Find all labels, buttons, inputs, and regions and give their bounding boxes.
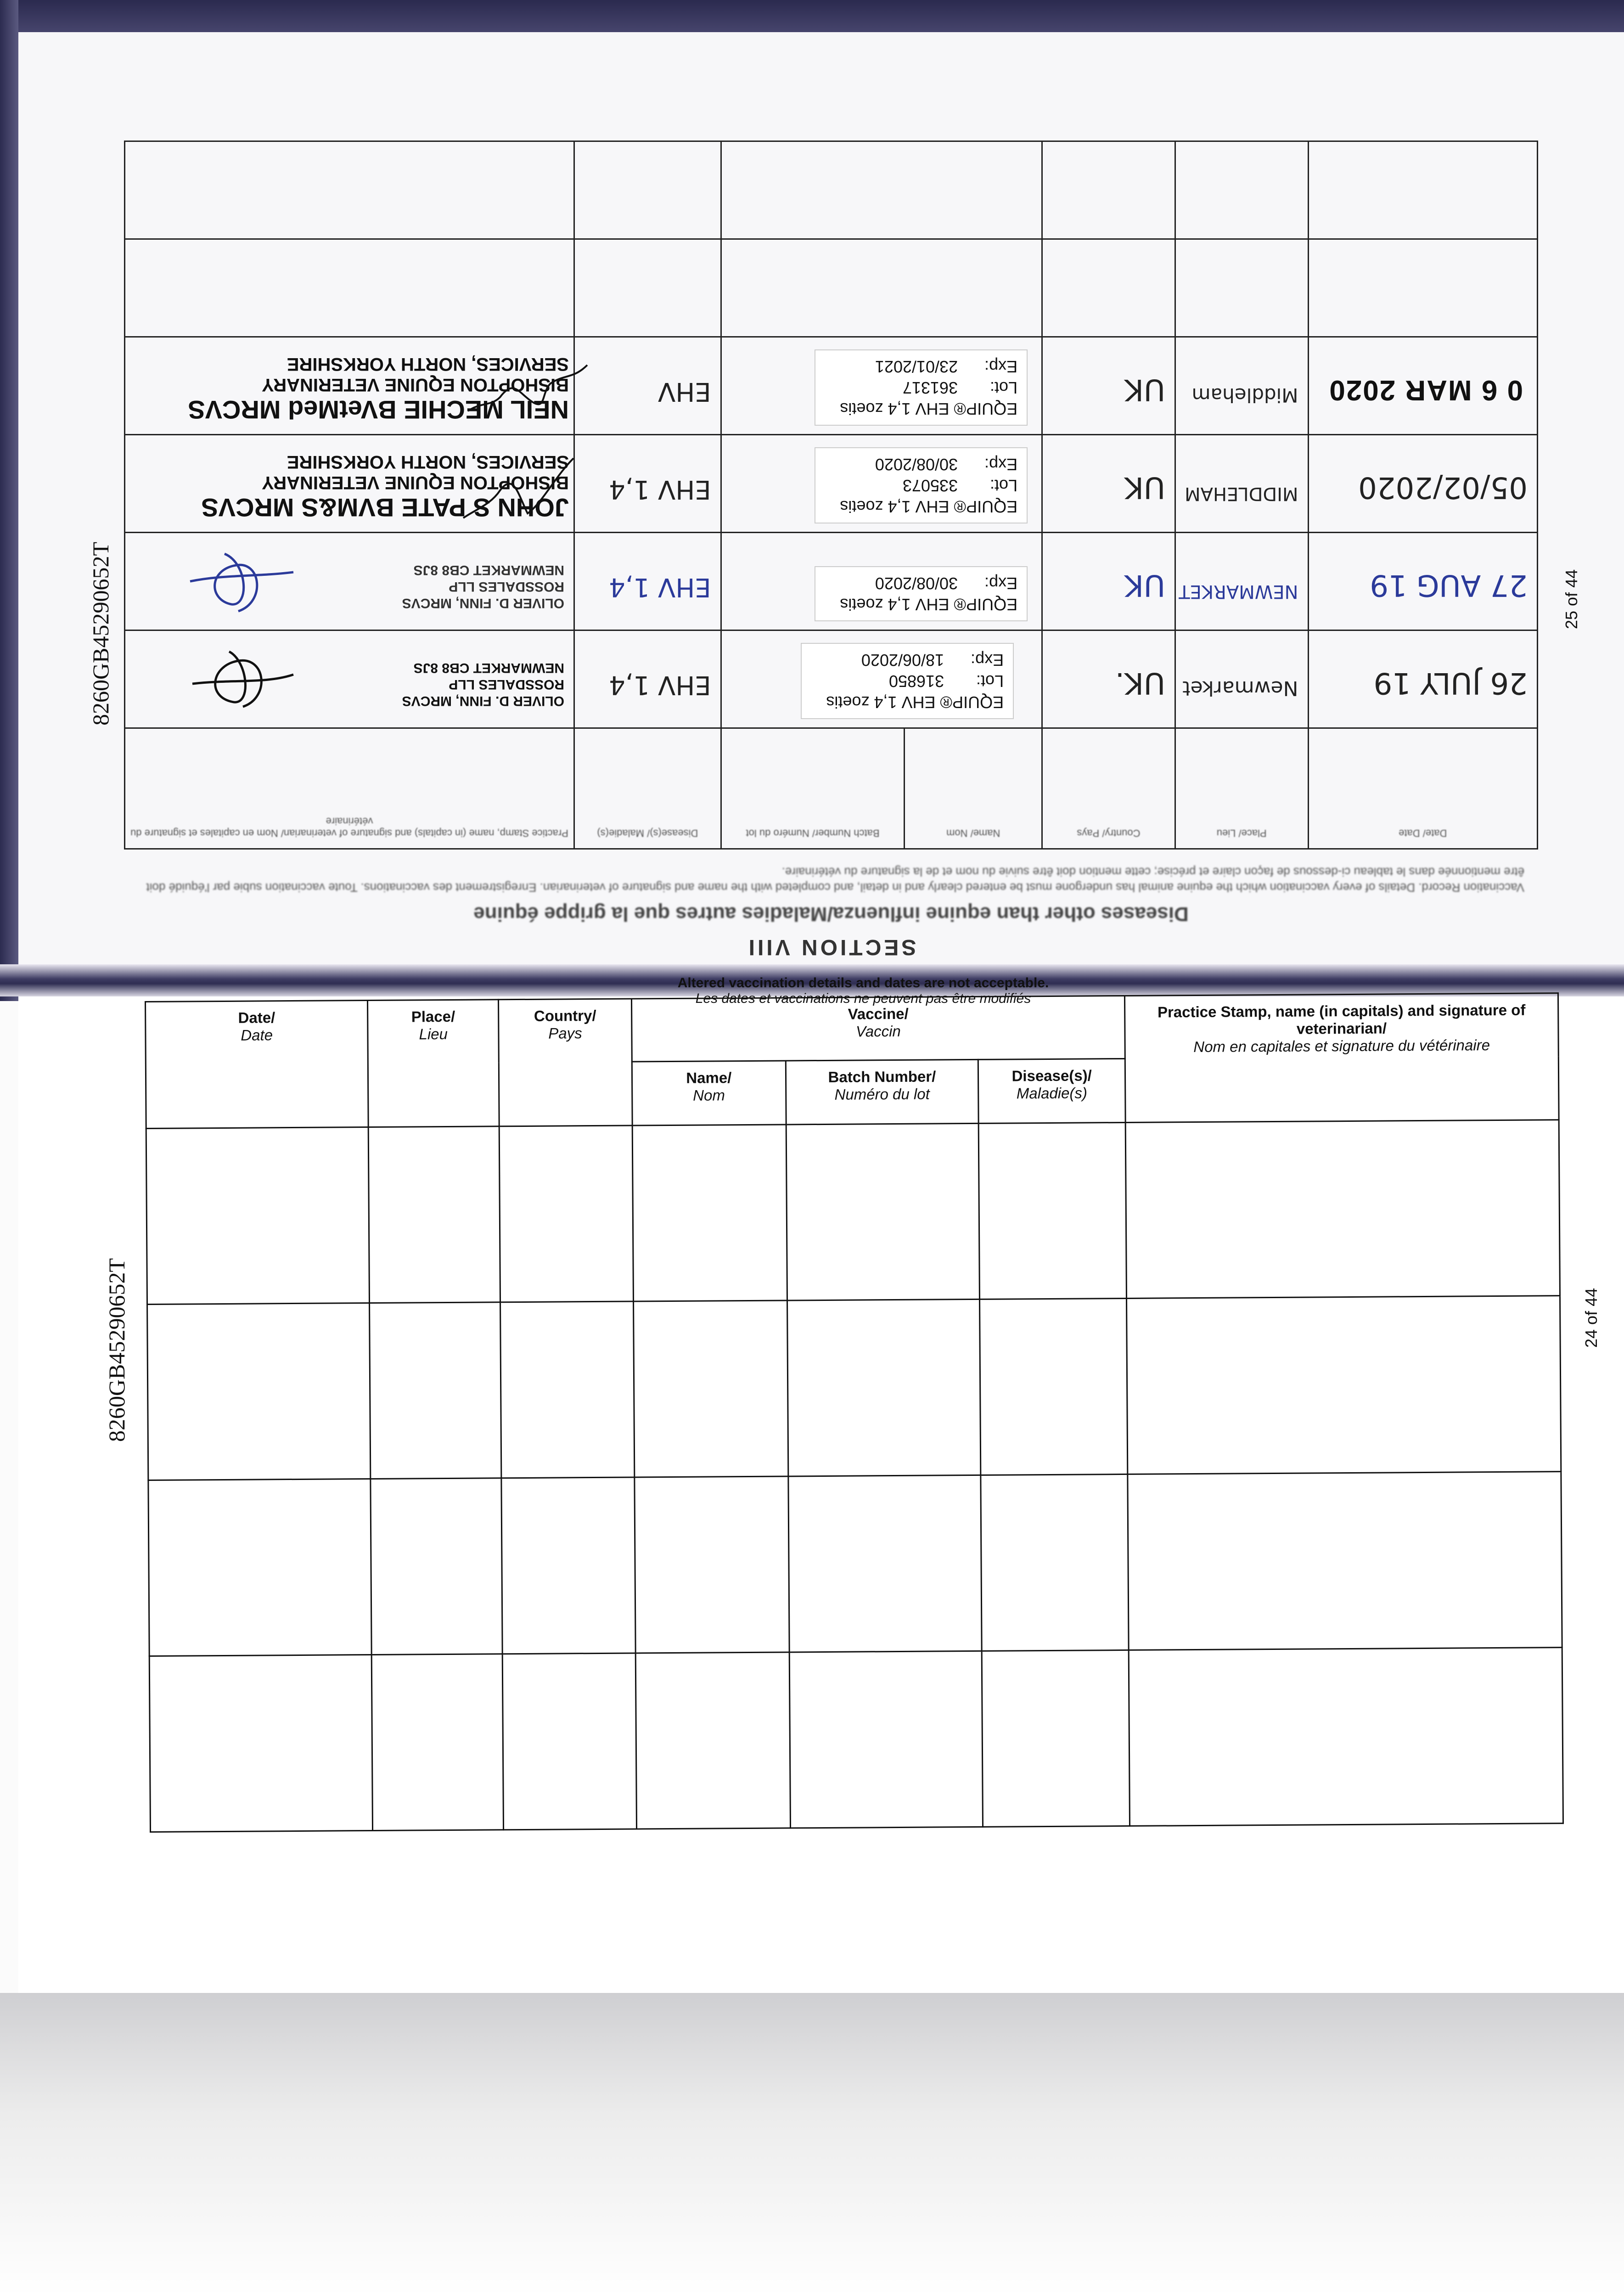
stamp-line1: BISHOPTON EQUINE VETERINARY bbox=[262, 375, 569, 395]
upper-header-practice: Practice Stamp, name (in capitals) and signature of veterinarian/ Nom en capitales et signature du vétérinaire bbox=[125, 728, 574, 849]
header-disease-fr: Maladie(s) bbox=[1016, 1084, 1088, 1102]
handwritten-country: UK bbox=[1124, 568, 1165, 602]
vaccine-sticker bbox=[815, 349, 1028, 426]
country-cell bbox=[1042, 337, 1175, 435]
country-cell bbox=[1042, 435, 1175, 533]
stamp-line1: ROSSDALES LLP bbox=[449, 579, 564, 594]
handwritten-disease: EHV bbox=[657, 377, 711, 406]
table-row bbox=[147, 1296, 1561, 1480]
header-name-en: Name/ bbox=[686, 1069, 732, 1086]
handwritten-disease: EHV 1,4 bbox=[609, 670, 711, 700]
header-name bbox=[632, 1061, 786, 1125]
vaccine-label-cell bbox=[721, 337, 1042, 435]
header-practice bbox=[1125, 993, 1559, 1123]
vaccine-name: EQUIP® EHV 1,4 zoetis bbox=[840, 400, 1018, 418]
empty-cell bbox=[1127, 1296, 1561, 1474]
empty-cell bbox=[633, 1300, 788, 1477]
empty-cell bbox=[125, 141, 574, 239]
vaccine-label-cell bbox=[721, 630, 1042, 728]
stamped-date: 0 6 MAR 2020 bbox=[1328, 374, 1523, 406]
exp-label: Exp: bbox=[971, 651, 1004, 670]
empty-cell bbox=[632, 1125, 787, 1301]
handwritten-country: UK bbox=[1124, 470, 1165, 504]
country-cell bbox=[1042, 630, 1175, 728]
empty-cell bbox=[721, 239, 1042, 337]
header-practice-en: Practice Stamp, name (in capitals) and signature of veterinarian/ bbox=[1157, 1001, 1526, 1037]
header-place-fr: Lieu bbox=[419, 1025, 448, 1043]
exp-label: Exp: bbox=[984, 357, 1018, 376]
disease-cell bbox=[574, 337, 721, 435]
empty-cell bbox=[1125, 1120, 1560, 1299]
disease-cell bbox=[574, 533, 721, 630]
empty-cell bbox=[148, 1479, 372, 1656]
table-row bbox=[149, 1648, 1563, 1832]
empty-cell bbox=[635, 1652, 790, 1829]
upper-header-country: Country/ Pays bbox=[1042, 728, 1175, 849]
vaccine-label-cell bbox=[721, 435, 1042, 533]
header-disease bbox=[978, 1058, 1126, 1123]
header-vaccine bbox=[631, 996, 1125, 1062]
empty-cell bbox=[371, 1478, 502, 1655]
empty-cell bbox=[501, 1477, 635, 1654]
handwritten-place: Newmarket bbox=[1182, 676, 1298, 700]
table-row bbox=[125, 533, 1538, 630]
handwritten-date: 26 JULY 19 bbox=[1373, 666, 1528, 700]
empty-cell bbox=[149, 1655, 373, 1832]
date-cell bbox=[1308, 630, 1537, 728]
empty-cell bbox=[981, 1474, 1129, 1651]
lower-vaccination-table bbox=[145, 992, 1564, 1833]
header-vaccine-en: Vaccine/ bbox=[848, 1005, 909, 1023]
handwritten-disease: EHV 1,4 bbox=[609, 474, 711, 504]
signature bbox=[188, 549, 298, 618]
lower-page-number: 24 of 44 bbox=[1582, 1288, 1601, 1348]
empty-cell bbox=[1175, 141, 1308, 239]
upper-header-date: Date/ Date bbox=[1308, 728, 1537, 849]
table-row bbox=[148, 1472, 1562, 1656]
stamp-line2: NEWMARKET CB8 8JS bbox=[413, 563, 564, 578]
empty-cell bbox=[1308, 141, 1537, 239]
lower-serial-number: 8260GB45290652T bbox=[104, 1258, 129, 1442]
signature bbox=[188, 647, 298, 716]
vaccine-sticker bbox=[801, 643, 1014, 719]
lot-label: Lot: bbox=[990, 378, 1018, 397]
empty-cell bbox=[500, 1301, 635, 1478]
header-date bbox=[146, 1001, 369, 1129]
exp-value: 30/08/2020 bbox=[875, 574, 958, 593]
header-place-en: Place/ bbox=[411, 1007, 455, 1025]
upper-header-batch: Batch Number/ Numéro du lot bbox=[721, 728, 905, 849]
exp-value: 18/06/2020 bbox=[861, 651, 944, 670]
empty-cell bbox=[574, 239, 721, 337]
empty-cell bbox=[372, 1654, 504, 1831]
header-batch-en: Batch Number/ bbox=[828, 1068, 936, 1086]
handwritten-date: 05/02/2020 bbox=[1358, 470, 1528, 504]
header-place bbox=[368, 1000, 499, 1127]
table-row bbox=[125, 239, 1538, 337]
signature bbox=[463, 351, 592, 420]
empty-cell bbox=[1175, 239, 1308, 337]
table-row bbox=[125, 630, 1538, 728]
empty-cell bbox=[369, 1126, 500, 1303]
place-cell bbox=[1175, 337, 1308, 435]
handwritten-place: NEWMARKET bbox=[1179, 581, 1298, 602]
section-title: SECTION VIII bbox=[746, 935, 916, 959]
empty-cell bbox=[370, 1302, 501, 1479]
empty-cell bbox=[788, 1475, 982, 1652]
scanner-edge-top bbox=[0, 0, 1624, 37]
header-date-en: Date/ bbox=[238, 1009, 275, 1026]
lot-value: 335073 bbox=[902, 476, 958, 495]
empty-cell bbox=[980, 1298, 1128, 1475]
lot-value: 361317 bbox=[902, 378, 958, 397]
lot-value: 316850 bbox=[888, 672, 944, 691]
upper-vaccination-table bbox=[124, 141, 1538, 850]
upper-page-content bbox=[124, 96, 1538, 969]
place-cell bbox=[1175, 630, 1308, 728]
signature bbox=[454, 454, 583, 523]
upper-header-name: Name/ Nom bbox=[905, 728, 1042, 849]
vaccine-name: EQUIP® EHV 1,4 zoetis bbox=[840, 595, 1018, 614]
upper-serial-number: 8260GB45290652T bbox=[88, 542, 113, 726]
table-row bbox=[125, 141, 1538, 239]
exp-label: Exp: bbox=[984, 574, 1018, 593]
place-cell bbox=[1175, 435, 1308, 533]
place-cell bbox=[1175, 533, 1308, 630]
header-country-en: Country/ bbox=[534, 1007, 596, 1024]
header-vaccine-fr: Vaccin bbox=[855, 1022, 901, 1040]
empty-cell bbox=[982, 1650, 1129, 1827]
empty-cell bbox=[1308, 239, 1537, 337]
empty-cell bbox=[1129, 1648, 1563, 1826]
empty-cell bbox=[125, 239, 574, 337]
table-row bbox=[125, 435, 1538, 533]
header-disease-en: Disease(s)/ bbox=[1011, 1067, 1092, 1085]
table-row bbox=[125, 337, 1538, 435]
header-country bbox=[499, 999, 632, 1126]
header-country-fr: Pays bbox=[548, 1024, 582, 1042]
stamp-name: JOHN S PATE BVM&S MRCVS bbox=[201, 493, 569, 522]
empty-cell bbox=[721, 141, 1042, 239]
vaccine-sticker bbox=[815, 447, 1028, 523]
handwritten-place: Middleham bbox=[1191, 384, 1298, 406]
date-cell bbox=[1308, 337, 1537, 435]
stamp-line2: NEWMARKET CB8 8JS bbox=[413, 660, 564, 675]
practice-cell bbox=[125, 337, 574, 435]
stamp-name: NEIL MECHIE BVetMed MRCVS bbox=[188, 395, 569, 424]
practice-cell bbox=[125, 630, 574, 728]
upper-header-disease: Disease(s)/ Maladie(s) bbox=[574, 728, 721, 849]
disease-cell bbox=[574, 630, 721, 728]
practice-cell bbox=[125, 435, 574, 533]
section-note: Vaccination Record. Details of every vaccination which the equine animal has undergone must be entered clearly and in detail, and completed with the name and signature of veterinarian. Enregistrement des vaccinations. Toute vaccination subie par l'équidé doit être mentionnée dans le tableau ci-dessous de façon claire et précise; cette mention doit être suivie du nom et de la signature du vétérinaire. bbox=[146, 865, 1524, 895]
table-row bbox=[146, 1120, 1560, 1305]
exp-value: 30/08/2020 bbox=[875, 455, 958, 474]
empty-cell bbox=[574, 141, 721, 239]
lot-label: Lot: bbox=[990, 476, 1018, 495]
practice-cell bbox=[125, 533, 574, 630]
handwritten-date: 27 AUG 19 bbox=[1370, 568, 1528, 602]
vaccine-sticker bbox=[815, 566, 1028, 621]
vaccine-label-cell bbox=[721, 533, 1042, 630]
empty-cell bbox=[1042, 141, 1175, 239]
exp-value: 23/01/2021 bbox=[875, 357, 958, 376]
empty-cell bbox=[786, 1123, 980, 1300]
handwritten-country: UK bbox=[1124, 372, 1165, 406]
header-date-fr: Date bbox=[241, 1026, 273, 1044]
stamp-name: OLIVER D. FINN, MRCVS bbox=[402, 596, 564, 611]
lower-header-row bbox=[146, 993, 1559, 1065]
empty-cell bbox=[502, 1653, 636, 1830]
empty-cell bbox=[635, 1476, 789, 1653]
date-cell bbox=[1308, 435, 1537, 533]
handwritten-disease: EHV 1,4 bbox=[609, 572, 711, 602]
empty-cell bbox=[787, 1299, 981, 1476]
empty-cell bbox=[1128, 1472, 1562, 1650]
stamp-line1: BISHOPTON EQUINE VETERINARY bbox=[262, 473, 569, 493]
empty-cell bbox=[499, 1125, 633, 1302]
empty-cell bbox=[978, 1122, 1126, 1299]
empty-cell bbox=[1042, 239, 1175, 337]
header-batch-fr: Numéro du lot bbox=[834, 1085, 930, 1103]
disease-cell bbox=[574, 435, 721, 533]
vaccine-name: EQUIP® EHV 1,4 zoetis bbox=[826, 693, 1004, 712]
notice-english: Altered vaccination details and dates are not acceptable. bbox=[677, 975, 1049, 990]
lot-label: Lot: bbox=[976, 672, 1004, 691]
header-name-fr: Nom bbox=[693, 1086, 725, 1104]
stamp-line2: SERVICES, NORTH YORKSHIRE bbox=[287, 354, 569, 374]
empty-cell bbox=[789, 1651, 983, 1828]
vaccine-name: EQUIP® EHV 1,4 zoetis bbox=[840, 497, 1018, 516]
book-cover-edge bbox=[0, 0, 18, 1001]
country-cell bbox=[1042, 533, 1175, 630]
stamp-line2: SERVICES, NORTH YORKSHIRE bbox=[287, 452, 569, 472]
section-subtitle: Diseases other than equine influenza/Maladies autres que la grippe équine bbox=[473, 903, 1189, 925]
upper-header-place: Place/ Lieu bbox=[1175, 728, 1308, 849]
empty-cell bbox=[146, 1127, 370, 1305]
upper-page-number: 25 of 44 bbox=[1562, 569, 1581, 629]
handwritten-country: UK. bbox=[1115, 666, 1165, 700]
empty-cell bbox=[147, 1303, 371, 1480]
notice-french: Les dates et vaccinations ne peuvent pas être modifiés bbox=[695, 991, 1031, 1006]
scanner-bed bbox=[0, 1993, 1624, 2296]
stamp-line1: ROSSDALES LLP bbox=[449, 677, 564, 692]
stamp-name: OLIVER D. FINN, MRCVS bbox=[402, 693, 564, 709]
exp-label: Exp: bbox=[984, 455, 1018, 474]
date-cell bbox=[1308, 533, 1537, 630]
upper-header-row bbox=[125, 728, 1538, 849]
header-practice-fr: Nom en capitales et signature du vétérinaire bbox=[1193, 1036, 1490, 1056]
handwritten-place: MIDDLEHAM bbox=[1185, 483, 1298, 504]
header-batch bbox=[786, 1059, 978, 1125]
